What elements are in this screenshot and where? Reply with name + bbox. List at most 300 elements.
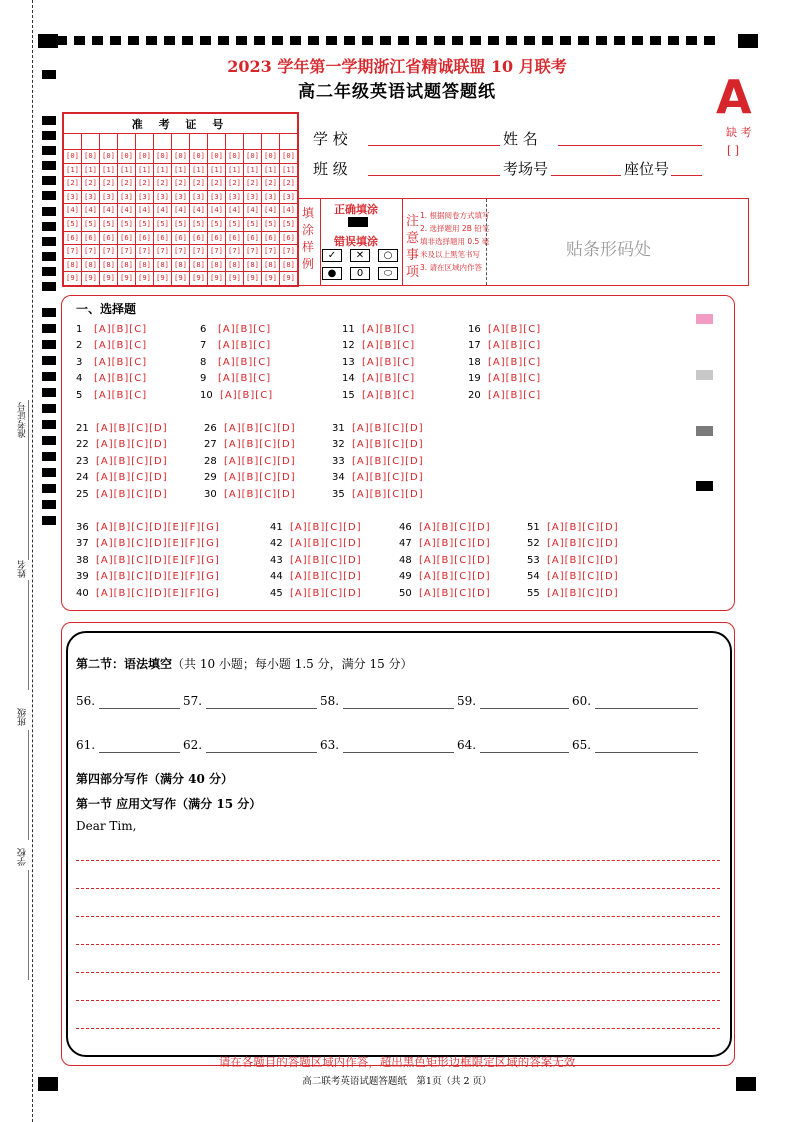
id-digit-bubble[interactable]: [1] — [226, 163, 244, 177]
id-digit-bubble[interactable]: [2] — [208, 177, 226, 191]
option-bubbles[interactable]: [A][B][C][D] — [290, 538, 362, 550]
question-number: 16 — [468, 324, 481, 335]
option-bubbles[interactable]: [A][B][C][D] — [352, 455, 424, 467]
question-row[interactable] — [342, 357, 415, 368]
question-row[interactable] — [76, 489, 168, 500]
id-digit-bubble[interactable]: [4] — [64, 204, 82, 218]
id-digit-bubble[interactable]: [8] — [190, 258, 208, 272]
id-write-cell[interactable] — [118, 134, 136, 150]
id-digit-bubble[interactable]: [7] — [100, 245, 118, 259]
timing-mark — [146, 36, 157, 45]
id-write-cell[interactable] — [190, 134, 208, 150]
option-bubbles[interactable]: [A][B][C] — [218, 356, 272, 368]
id-digit-bubble[interactable]: [5] — [244, 217, 262, 231]
question-row[interactable] — [200, 340, 271, 351]
question-row[interactable] — [399, 538, 491, 549]
option-bubbles[interactable]: [A][B][C][D] — [224, 488, 296, 500]
answer-blank-line[interactable] — [480, 708, 569, 709]
question-row[interactable] — [76, 324, 147, 335]
id-digit-bubble[interactable]: [9] — [172, 272, 190, 286]
option-bubbles[interactable]: [A][B][C][D][E][F][G] — [96, 538, 220, 550]
id-digit-bubble[interactable]: [0] — [190, 150, 208, 164]
option-bubbles[interactable]: [A][B][C][D] — [547, 538, 619, 550]
id-digit-bubble[interactable]: [0] — [64, 150, 82, 164]
writing-line[interactable] — [76, 972, 720, 973]
question-row[interactable] — [76, 373, 147, 384]
answer-blank-line[interactable] — [206, 708, 317, 709]
id-digit-bubble[interactable]: [8] — [280, 258, 298, 272]
absent-box[interactable]: [ ] — [727, 144, 740, 157]
id-digit-bubble[interactable]: [1] — [244, 163, 262, 177]
id-digit-bubble[interactable]: [5] — [208, 217, 226, 231]
option-bubbles[interactable]: [A][B][C] — [220, 389, 274, 401]
id-digit-bubble[interactable]: [3] — [262, 190, 280, 204]
id-digit-bubble[interactable]: [4] — [82, 204, 100, 218]
answer-blank-line[interactable] — [595, 752, 698, 753]
option-bubbles[interactable]: [A][B][C] — [362, 356, 416, 368]
id-digit-bubble[interactable]: [0] — [136, 150, 154, 164]
option-bubbles[interactable]: [A][B][C] — [488, 356, 542, 368]
answer-blank-line[interactable] — [343, 752, 454, 753]
seat-field[interactable] — [671, 174, 702, 176]
id-digit-bubble[interactable]: [1] — [280, 163, 298, 177]
id-digit-bubble[interactable]: [5] — [64, 217, 82, 231]
option-bubbles[interactable]: [A][B][C] — [362, 340, 416, 352]
id-digit-bubble[interactable]: [4] — [244, 204, 262, 218]
class-field[interactable] — [368, 174, 500, 176]
answer-blank-line[interactable] — [99, 708, 180, 709]
question-row[interactable] — [76, 522, 220, 533]
question-row[interactable] — [399, 555, 491, 566]
writing-line[interactable] — [76, 860, 720, 861]
option-bubbles[interactable]: [A][B][C] — [488, 340, 542, 352]
id-digit-bubble[interactable]: [8] — [226, 258, 244, 272]
question-row[interactable] — [468, 340, 541, 351]
id-digit-bubble[interactable]: [8] — [64, 258, 82, 272]
id-digit-bubble[interactable]: [4] — [226, 204, 244, 218]
question-row[interactable] — [399, 522, 491, 533]
question-row[interactable] — [270, 522, 362, 533]
id-digit-bubble[interactable]: [5] — [172, 217, 190, 231]
question-row[interactable] — [76, 439, 168, 450]
id-digit-bubble[interactable]: [2] — [262, 177, 280, 191]
question-row[interactable] — [200, 373, 271, 384]
option-bubbles[interactable]: [A][B][C][D] — [224, 439, 296, 451]
option-bubbles[interactable]: [A][B][C][D] — [419, 587, 491, 599]
answer-blank-line[interactable] — [99, 752, 180, 753]
id-digit-bubble[interactable]: [1] — [172, 163, 190, 177]
id-write-cell[interactable] — [208, 134, 226, 150]
id-digit-bubble[interactable]: [9] — [154, 272, 172, 286]
question-row[interactable] — [200, 324, 271, 335]
id-digit-bubble[interactable]: [2] — [244, 177, 262, 191]
id-write-cell[interactable] — [172, 134, 190, 150]
id-digit-bubble[interactable]: [1] — [64, 163, 82, 177]
timing-mark — [614, 36, 625, 45]
question-row[interactable] — [399, 571, 491, 582]
id-digit-bubble[interactable]: [0] — [118, 150, 136, 164]
id-digit-bubble[interactable]: [3] — [154, 190, 172, 204]
id-digit-bubble[interactable]: [4] — [280, 204, 298, 218]
timing-mark — [42, 176, 56, 185]
option-bubbles[interactable]: [A][B][C] — [488, 373, 542, 385]
id-digit-bubble[interactable]: [1] — [190, 163, 208, 177]
option-bubbles[interactable]: [A][B][C][D] — [547, 522, 619, 533]
id-digit-bubble[interactable]: [1] — [136, 163, 154, 177]
option-bubbles[interactable]: [A][B][C] — [218, 373, 272, 385]
id-digit-bubble[interactable]: [8] — [262, 258, 280, 272]
option-bubbles[interactable]: [A][B][C][D] — [419, 522, 491, 533]
exam-id-grid[interactable] — [62, 112, 299, 287]
id-digit-bubble[interactable]: [5] — [82, 217, 100, 231]
question-row[interactable] — [527, 522, 619, 533]
id-digit-bubble[interactable]: [2] — [82, 177, 100, 191]
question-row[interactable] — [270, 571, 362, 582]
answer-blank-line[interactable] — [480, 752, 569, 753]
timing-mark — [326, 36, 337, 45]
question-row[interactable] — [527, 538, 619, 549]
id-digit-bubble[interactable]: [5] — [262, 217, 280, 231]
id-digit-bubble[interactable]: [5] — [190, 217, 208, 231]
id-digit-bubble[interactable]: [4] — [100, 204, 118, 218]
option-bubbles[interactable]: [A][B][C][D] — [96, 488, 168, 500]
question-row[interactable] — [527, 571, 619, 582]
question-number: 47 — [399, 538, 412, 550]
option-bubbles[interactable]: [A][B][C] — [94, 340, 148, 352]
id-digit-bubble[interactable]: [7] — [244, 245, 262, 259]
writing-line[interactable] — [76, 1000, 720, 1001]
question-row[interactable] — [204, 472, 296, 483]
option-bubbles[interactable]: [A][B][C][D] — [290, 587, 362, 599]
id-digit-bubble[interactable]: [3] — [190, 190, 208, 204]
id-digit-bubble[interactable]: [5] — [226, 217, 244, 231]
id-digit-bubble[interactable]: [3] — [244, 190, 262, 204]
id-digit-bubble[interactable]: [0] — [262, 150, 280, 164]
option-bubbles[interactable]: [A][B][C][D] — [96, 472, 168, 484]
id-digit-bubble[interactable]: [7] — [226, 245, 244, 259]
id-digit-bubble[interactable]: [6] — [244, 231, 262, 245]
timing-mark — [362, 36, 373, 45]
id-digit-bubble[interactable]: [4] — [136, 204, 154, 218]
question-row[interactable] — [76, 390, 147, 401]
id-digit-bubble[interactable]: [6] — [280, 231, 298, 245]
correct-fill-sample — [348, 217, 368, 227]
id-digit-bubble[interactable]: [8] — [154, 258, 172, 272]
id-digit-bubble[interactable]: [8] — [136, 258, 154, 272]
school-field[interactable] — [368, 144, 500, 146]
question-row[interactable] — [468, 324, 541, 335]
option-bubbles[interactable]: [A][B][C][D] — [547, 554, 619, 566]
id-digit-bubble[interactable]: [9] — [190, 272, 208, 286]
option-bubbles[interactable]: [A][B][C] — [218, 324, 272, 335]
id-digit-bubble[interactable]: [9] — [280, 272, 298, 286]
option-bubbles[interactable]: [A][B][C][D] — [352, 488, 424, 500]
calibration-swatch — [696, 370, 713, 380]
question-row[interactable] — [270, 538, 362, 549]
id-digit-bubble[interactable]: [4] — [118, 204, 136, 218]
grammar-title-note: （共 10 小题；每小题 1.5 分，满分 15 分） — [172, 657, 413, 671]
option-bubbles[interactable]: [A][B][C][D][E][F][G] — [96, 522, 220, 533]
id-digit-bubble[interactable]: [6] — [262, 231, 280, 245]
question-row[interactable] — [332, 456, 424, 467]
id-digit-bubble[interactable]: [4] — [190, 204, 208, 218]
question-row[interactable] — [270, 555, 362, 566]
id-digit-bubble[interactable]: [9] — [64, 272, 82, 286]
option-bubbles[interactable]: [A][B][C] — [94, 356, 148, 368]
question-row[interactable] — [468, 390, 541, 401]
id-write-cell[interactable] — [244, 134, 262, 150]
writing-line[interactable] — [76, 888, 720, 889]
id-digit-bubble[interactable]: [4] — [262, 204, 280, 218]
option-bubbles[interactable]: [A][B][C][D] — [96, 439, 168, 451]
id-digit-bubble[interactable]: [9] — [208, 272, 226, 286]
id-digit-bubble[interactable]: [2] — [172, 177, 190, 191]
id-write-cell[interactable] — [262, 134, 280, 150]
question-row[interactable] — [76, 423, 168, 434]
option-bubbles[interactable]: [A][B][C] — [362, 389, 416, 401]
question-row[interactable] — [200, 390, 273, 401]
option-bubbles[interactable]: [A][B][C][D] — [224, 423, 296, 434]
id-write-cell[interactable] — [100, 134, 118, 150]
question-number: 31 — [332, 423, 345, 434]
question-row[interactable] — [204, 489, 296, 500]
option-bubbles[interactable]: [A][B][C] — [218, 340, 272, 352]
question-row[interactable] — [76, 340, 147, 351]
id-digit-bubble[interactable]: [3] — [64, 190, 82, 204]
id-digit-bubble[interactable]: [2] — [64, 177, 82, 191]
id-digit-bubble[interactable]: [9] — [262, 272, 280, 286]
id-digit-bubble[interactable]: [1] — [154, 163, 172, 177]
option-bubbles[interactable]: [A][B][C] — [94, 389, 148, 401]
id-digit-bubble[interactable]: [3] — [136, 190, 154, 204]
question-row[interactable] — [332, 423, 424, 434]
option-bubbles[interactable]: [A][B][C][D] — [96, 423, 168, 434]
question-row[interactable] — [204, 423, 296, 434]
id-digit-bubble[interactable]: [8] — [244, 258, 262, 272]
id-digit-bubble[interactable]: [3] — [82, 190, 100, 204]
answer-blank-line[interactable] — [206, 752, 317, 753]
id-digit-bubble[interactable]: [6] — [226, 231, 244, 245]
answer-blank-line[interactable] — [595, 708, 698, 709]
id-digit-bubble[interactable]: [0] — [82, 150, 100, 164]
id-digit-bubble[interactable]: [3] — [280, 190, 298, 204]
option-bubbles[interactable]: [A][B][C][D] — [290, 571, 362, 583]
id-digit-bubble[interactable]: [1] — [208, 163, 226, 177]
question-row[interactable] — [342, 324, 415, 335]
id-digit-bubble[interactable]: [8] — [172, 258, 190, 272]
id-digit-bubble[interactable]: [2] — [100, 177, 118, 191]
name-field[interactable] — [558, 144, 702, 146]
timing-mark — [42, 516, 56, 525]
question-row[interactable] — [527, 588, 619, 599]
question-row[interactable] — [527, 555, 619, 566]
option-bubbles[interactable]: [A][B][C][D] — [290, 522, 362, 533]
id-digit-bubble[interactable]: [5] — [100, 217, 118, 231]
option-bubbles[interactable]: [A][B][C] — [94, 373, 148, 385]
question-row[interactable] — [76, 456, 168, 467]
option-bubbles[interactable]: [A][B][C][D] — [547, 587, 619, 599]
id-digit-bubble[interactable]: [0] — [154, 150, 172, 164]
id-digit-bubble[interactable]: [4] — [172, 204, 190, 218]
id-digit-bubble[interactable]: [4] — [154, 204, 172, 218]
id-digit-bubble[interactable]: [4] — [208, 204, 226, 218]
timing-mark — [200, 36, 211, 45]
id-write-cell[interactable] — [64, 134, 82, 150]
id-digit-bubble[interactable]: [7] — [190, 245, 208, 259]
id-digit-bubble[interactable]: [8] — [208, 258, 226, 272]
option-bubbles[interactable]: [A][B][C] — [362, 373, 416, 385]
option-bubbles[interactable]: [A][B][C][D] — [547, 571, 619, 583]
id-digit-bubble[interactable]: [9] — [100, 272, 118, 286]
question-number: 27 — [204, 439, 217, 451]
option-bubbles[interactable]: [A][B][C][D] — [419, 538, 491, 550]
id-digit-bubble[interactable]: [2] — [190, 177, 208, 191]
id-digit-bubble[interactable]: [6] — [100, 231, 118, 245]
option-bubbles[interactable]: [A][B][C][D] — [224, 455, 296, 467]
id-digit-bubble[interactable]: [2] — [226, 177, 244, 191]
id-digit-bubble[interactable]: [8] — [100, 258, 118, 272]
id-digit-bubble[interactable]: [6] — [190, 231, 208, 245]
writing-line[interactable] — [76, 916, 720, 917]
id-write-cell[interactable] — [226, 134, 244, 150]
question-row[interactable] — [76, 472, 168, 483]
absent-mark[interactable] — [726, 124, 752, 160]
id-digit-bubble[interactable]: [7] — [154, 245, 172, 259]
question-row[interactable] — [468, 357, 541, 368]
option-bubbles[interactable]: [A][B][C][D] — [352, 439, 424, 451]
id-digit-bubble[interactable]: [6] — [136, 231, 154, 245]
corner-mark-br — [736, 1077, 756, 1091]
id-digit-bubble[interactable]: [3] — [208, 190, 226, 204]
id-digit-bubble[interactable]: [1] — [100, 163, 118, 177]
id-digit-bubble[interactable]: [6] — [172, 231, 190, 245]
id-digit-bubble[interactable]: [0] — [280, 150, 298, 164]
option-bubbles[interactable]: [A][B][C][D] — [96, 455, 168, 467]
timing-mark — [42, 356, 56, 365]
id-digit-bubble[interactable]: [8] — [82, 258, 100, 272]
id-digit-bubble[interactable]: [0] — [226, 150, 244, 164]
question-row[interactable] — [76, 588, 220, 599]
id-write-cell[interactable] — [136, 134, 154, 150]
id-digit-bubble[interactable]: [7] — [208, 245, 226, 259]
id-digit-bubble[interactable]: [9] — [82, 272, 100, 286]
option-bubbles[interactable]: [A][B][C] — [94, 324, 148, 335]
id-digit-bubble[interactable]: [8] — [118, 258, 136, 272]
id-digit-bubble[interactable]: [5] — [154, 217, 172, 231]
question-row[interactable] — [332, 489, 424, 500]
id-digit-bubble[interactable]: [0] — [172, 150, 190, 164]
id-digit-bubble[interactable]: [1] — [262, 163, 280, 177]
question-row[interactable] — [342, 373, 415, 384]
id-digit-bubble[interactable]: [3] — [100, 190, 118, 204]
id-digit-bubble[interactable]: [9] — [244, 272, 262, 286]
question-row[interactable] — [200, 357, 271, 368]
id-digit-bubble[interactable]: [6] — [208, 231, 226, 245]
id-digit-bubble[interactable]: [7] — [280, 245, 298, 259]
id-digit-bubble[interactable]: [3] — [172, 190, 190, 204]
question-row[interactable] — [468, 373, 541, 384]
id-digit-bubble[interactable]: [7] — [172, 245, 190, 259]
id-digit-bubble[interactable]: [0] — [244, 150, 262, 164]
question-row[interactable] — [204, 456, 296, 467]
exam-room-field[interactable] — [551, 174, 621, 176]
option-bubbles[interactable]: [A][B][C][D][E][F][G] — [96, 587, 220, 599]
option-bubbles[interactable]: [A][B][C][D] — [419, 554, 491, 566]
id-digit-bubble[interactable]: [1] — [82, 163, 100, 177]
id-digit-bubble[interactable]: [0] — [100, 150, 118, 164]
id-digit-bubble[interactable]: [6] — [118, 231, 136, 245]
question-row[interactable] — [204, 439, 296, 450]
id-digit-bubble[interactable]: [7] — [82, 245, 100, 259]
id-digit-bubble[interactable]: [7] — [118, 245, 136, 259]
question-row[interactable] — [399, 588, 491, 599]
id-digit-bubble[interactable]: [5] — [118, 217, 136, 231]
id-digit-bubble[interactable]: [7] — [136, 245, 154, 259]
question-number: 1 — [76, 324, 83, 335]
option-bubbles[interactable]: [A][B][C][D][E][F][G] — [96, 571, 220, 583]
timing-mark — [42, 468, 56, 477]
option-bubbles[interactable]: [A][B][C] — [488, 389, 542, 401]
id-write-cell[interactable] — [280, 134, 298, 150]
question-row[interactable] — [342, 340, 415, 351]
id-digit-bubble[interactable]: [9] — [136, 272, 154, 286]
question-row[interactable] — [332, 472, 424, 483]
option-bubbles[interactable]: [A][B][C] — [488, 324, 542, 335]
id-digit-bubble[interactable]: [5] — [280, 217, 298, 231]
id-write-cell[interactable] — [154, 134, 172, 150]
option-bubbles[interactable]: [A][B][C] — [362, 324, 416, 335]
option-bubbles[interactable]: [A][B][C][D] — [224, 472, 296, 484]
id-digit-bubble[interactable]: [6] — [82, 231, 100, 245]
id-digit-bubble[interactable]: [2] — [118, 177, 136, 191]
question-row[interactable] — [76, 555, 220, 566]
question-row[interactable] — [342, 390, 415, 401]
writing-line[interactable] — [76, 1028, 720, 1029]
id-digit-bubble[interactable]: [2] — [154, 177, 172, 191]
option-bubbles[interactable]: [A][B][C][D] — [419, 571, 491, 583]
school-label: 学 校 — [313, 130, 348, 148]
option-bubbles[interactable]: [A][B][C][D] — [290, 554, 362, 566]
question-row[interactable] — [76, 357, 147, 368]
option-bubbles[interactable]: [A][B][C][D][E][F][G] — [96, 554, 220, 566]
id-digit-bubble[interactable]: [3] — [118, 190, 136, 204]
id-digit-bubble[interactable]: [3] — [226, 190, 244, 204]
option-bubbles[interactable]: [A][B][C][D] — [352, 423, 424, 434]
id-digit-bubble[interactable]: [7] — [262, 245, 280, 259]
option-bubbles[interactable]: [A][B][C][D] — [352, 472, 424, 484]
timing-mark — [42, 161, 56, 170]
id-write-cell[interactable] — [82, 134, 100, 150]
id-digit-bubble[interactable]: [1] — [118, 163, 136, 177]
id-digit-bubble[interactable]: [9] — [118, 272, 136, 286]
id-digit-bubble[interactable]: [6] — [64, 231, 82, 245]
barcode-area[interactable]: 贴条形码处 — [566, 240, 651, 260]
id-digit-bubble[interactable]: [2] — [136, 177, 154, 191]
question-row[interactable] — [270, 588, 362, 599]
id-digit-bubble[interactable]: [7] — [64, 245, 82, 259]
id-digit-bubble[interactable]: [2] — [280, 177, 298, 191]
id-digit-bubble[interactable]: [6] — [154, 231, 172, 245]
question-row[interactable] — [76, 571, 220, 582]
question-row[interactable] — [332, 439, 424, 450]
writing-line[interactable] — [76, 944, 720, 945]
id-digit-bubble[interactable]: [0] — [208, 150, 226, 164]
answer-blank-line[interactable] — [343, 708, 454, 709]
question-row[interactable] — [76, 538, 220, 549]
id-digit-bubble[interactable]: [5] — [136, 217, 154, 231]
question-number: 50 — [399, 587, 412, 599]
id-digit-bubble[interactable]: [9] — [226, 272, 244, 286]
